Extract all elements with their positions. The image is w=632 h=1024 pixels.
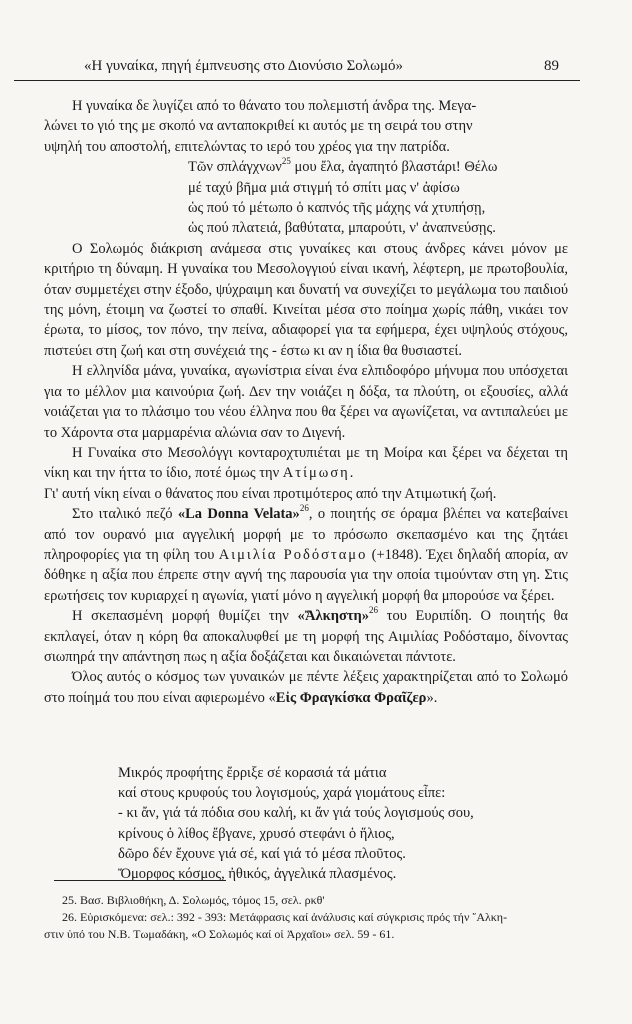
paragraph-6: Στο ιταλικό πεζό «La Donna Velata»$^{26}$, ο ποιητής σε όραμα βλέπει να κατεβαίνει από τον ουρανό μια αγγελική μορφή με το πρόσωπο σκεπασμένο και της ζητάει πληροφορίες για τη φίλη του Αιμιλία Ροδόσταμο (+1848). Έχει δηλαδή απορία, αν δόθηκε η αξία που έπρεπε στην αγνή της παρουσία για την οποία τιμούνταν στη γη. Στις ερωτήσεις τον κυριαρχεί η αγωνία, γιατί μόνο η αγγελική μορφή θα μπορούσε να ξέρει. — [44, 503, 568, 604]
verse-line-2: μέ ταχύ βῆμα μιά στιγμή τό σπίτι μας ν' ἀφίσω — [188, 179, 460, 196]
main-text — [44, 96, 568, 708]
emphasized-word: Ατίμωση — [282, 465, 350, 482]
poem-line-6: Ὄμορφος κόσμος, ἠθικός, ἀγγελικά πλασμένος. — [118, 866, 397, 883]
footnote-rule — [54, 880, 226, 881]
work-title-donna-velata: «La Donna Velata» — [177, 506, 300, 523]
verse-quote-2 — [118, 763, 474, 884]
paragraph-8: Όλος αυτός ο κόσμος των γυναικών με πέντε λέξεις χαρακτηρίζεται από το Σολωμό στο ποίημά του που είναι αφιερωμένο «Εἰς Φραγκίσκα Φραῖζερ». — [44, 669, 568, 706]
paragraph-4: Η Γυναίκα στο Μεσολόγγι κονταροχτυπιέται με τη Μοίρα και ξέρει να δέχεται τη νίκη και την ήττα το ίδιο, ποτέ όμως την Ατίμωση. — [44, 444, 568, 482]
paragraph-1-line-1: Η γυναίκα δε λυγίζει από το θάνατο του πολεμιστή άνδρα της. Μεγα- — [72, 98, 477, 114]
verse-line-3: ὡς πού τό μέτωπο ὁ καπνός τῆς μάχης νά χτυπήσῃ, — [188, 200, 486, 217]
poem-line-2: καί στους κρυφούς του λογισμούς, χαρά γιομάτους εἶπε: — [118, 785, 446, 802]
footnote-25: 25. Βασ. Βιβλιοθήκη, Δ. Σολωμός, τόμος 15, σελ. ρκθ' — [62, 893, 325, 907]
poem-line-4: κρίνους ὁ λίθος ἔβγανε, χρυσό στεφάνι ὁ ἥλιος, — [118, 825, 395, 842]
poem-line-5: δῶρο δέν ἔχουνε γιά σέ, καί γιά τό μέσα πλοῦτος. — [118, 845, 406, 862]
verse-line-1: Τῶν σπλάγχνων$^{25}$ μου ἔλα, ἀγαπητό βλαστάρι! Θέλω — [188, 156, 498, 176]
paragraph-1-line-2: λώνει το γιό της με σκοπό να ανταποκριθεί κι αυτός με τη σειρά του στην — [44, 118, 473, 135]
paragraph-7: Η σκεπασμένη μορφή θυμίζει την «Ἄλκηστη»$^{26}$ του Ευριπίδη. Ο ποιητής θα εκπλαγεί, όταν η κόρη θα αποκαλυφθεί με τη μορφή της Αιμιλίας Ροδόσταμο, δίνοντας σιωπηρά την απάντηση πως η αξία δοξάζεται και δικαιώνεται πάντοτε. — [44, 605, 568, 665]
footnotes — [44, 892, 570, 943]
poem-line-1: Μικρός προφήτης ἔρριξε σέ κορασιά τά μάτια — [118, 765, 387, 781]
footnote-26: 26. Εὑρισκόμενα: σελ.: 392 - 393: Μετάφρασις καί ἀνάλυσις καί σύγκρισις πρός τήν ῞Αλκη- — [62, 910, 508, 924]
verse-quote-1 — [44, 157, 568, 239]
paragraph-1 — [44, 96, 568, 157]
footnote-26-continued: στιν ὑπό του Ν.Β. Τωμαδάκη, «Ο Σολωμός καί οἱ Ἀρχαῖοι» σελ. 59 - 61. — [44, 927, 395, 941]
footnote-ref-26b: 26 — [369, 605, 379, 616]
paragraph-2: Ο Σολωμός διάκριση ανάμεσα στις γυναίκες και στους άνδρες κάνει μόνον με κριτήριο τη δύναμη. Η γυναίκα του Μεσολογγιού είναι ικανή, λέφτερη, με πρωτοβουλία, όταν συμμετέχει στην έξοδο, ψύχραιμη και δυνατή να συνεχίζει το μεγάλωμα του παιδιού της μόνη, έτοιμη να ζωστεί το σπαθί. Κινείται μέσα στο ποίημα χωρίς πάθη, νικάει τον έρωτα, το μίσος, τον πόνο, την πείνα, αδιαφορεί για τα εφήμερα, έχει υψηλούς στόχους, πιστεύει στη ζωή και στη συνέχειά της - έστω κι αν η ίδια θα θυσιαστεί. — [44, 240, 568, 359]
running-title: «Η γυναίκα, πηγή έμπνευσης στο Διονύσιο Σολωμό» — [84, 58, 403, 74]
poem-dedication-title: Εἰς Φραγκίσκα Φραῖζερ — [275, 689, 427, 706]
poem-line-3: - κι ἄν, γιά τά πόδια σου καλή, κι ἄν γιά τούς λογισμούς σου, — [118, 805, 474, 822]
footnote-ref-25: 25 — [281, 156, 291, 167]
paragraph-1-line-3: υψηλή του αποστολή, επιτελώντας το ιερό του χρέος για την πατρίδα. — [44, 138, 450, 155]
paragraph-3: Η ελληνίδα μάνα, γυναίκα, αγωνίστρια είναι ένα ελπιδοφόρο μήνυμα που υπόσχεται για το μέλλον μια καινούρια ζωή. Δεν την νοιάζει η δόξα, τα πλούτη, οι εξουσίες, αλλά νοιάζεται για το πλάσιμο του νέου έλληνα που θα ξέρει να αγωνίζεται, να αντιπαλεύει με το Χάροντα στα μαρμαρένια αλώνια σαν το Διγενή. — [44, 363, 568, 441]
footnote-ref-26: 26 — [299, 503, 309, 514]
paragraph-5: Γι' αυτή νίκη είναι ο θάνατος που είναι προτιμότερος από την Ατιμωτική ζωή. — [44, 485, 497, 502]
verse-line-4: ὡς πού πλατειά, βαθύτατα, μπαρούτι, ν' ἀναπνεύσῃς. — [188, 220, 496, 237]
page-number: 89 — [544, 58, 559, 74]
work-title-alkisti: «Ἄλκηστη» — [297, 608, 370, 625]
emphasized-name: Αιμιλία Ροδόσταμο — [218, 546, 368, 563]
header-rule — [14, 80, 580, 81]
